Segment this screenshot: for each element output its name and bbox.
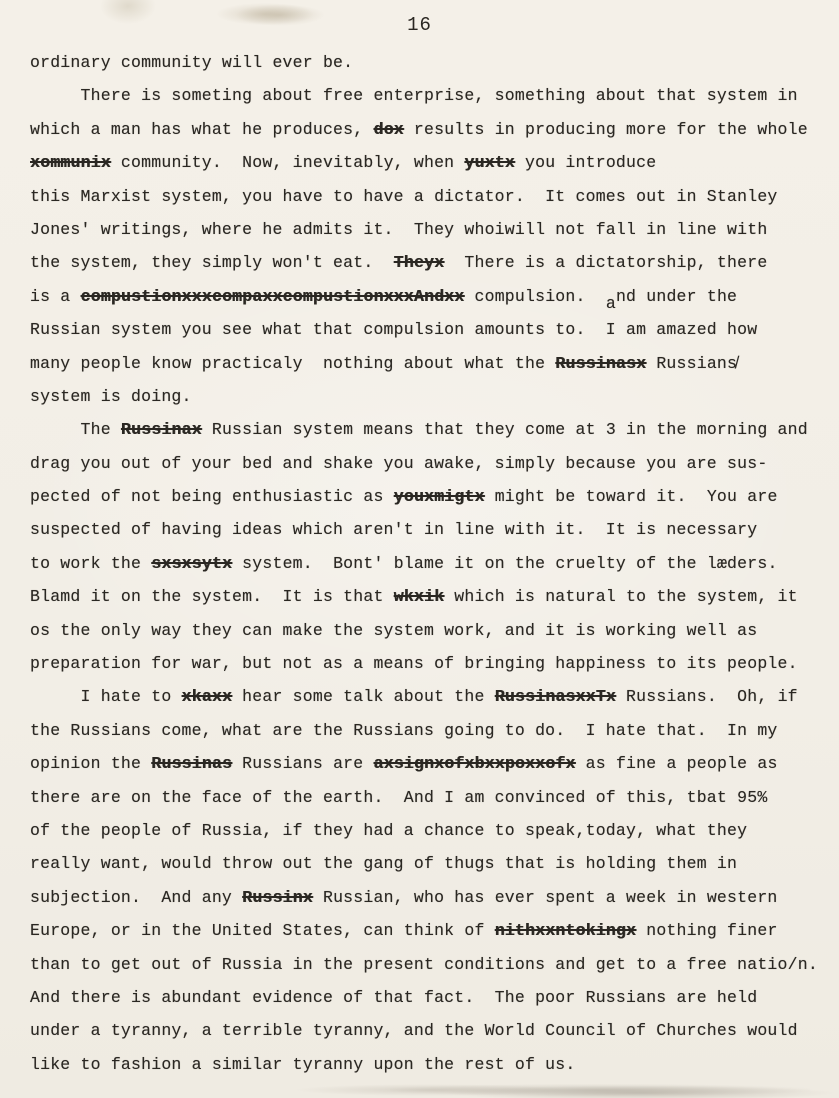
struck-text: sxsxsytx — [151, 553, 233, 573]
text-line — [30, 814, 820, 847]
text-segment: nd under the — [615, 286, 738, 306]
struck-text: compustionxxxcompaxxcompustionxxxAndxx — [80, 286, 465, 306]
text-line — [30, 246, 820, 279]
struck-text: youxmigtx — [393, 487, 485, 507]
text-line — [30, 1048, 820, 1081]
text-segment: preparation for war, but not as a means of bringing happiness to its people. — [30, 654, 798, 674]
text-line — [30, 280, 820, 313]
struck-text: RussinasxxTx — [494, 687, 616, 707]
text-segment: s̸ — [727, 353, 738, 373]
text-segment: hear some talk about the — [232, 687, 495, 707]
text-segment: Russians are — [232, 754, 374, 774]
text-segment: there are on the face of the earth. And I am convinced of this, tbat 95% — [30, 787, 768, 807]
text-segment: than to get out of Russia in the present conditions and get to a free natio/n. — [30, 954, 818, 974]
text-line — [30, 981, 820, 1014]
text-segment: system is doing. — [30, 386, 192, 406]
struck-text: yuxtx — [464, 153, 515, 173]
text-line — [30, 881, 820, 914]
text-line — [30, 46, 820, 79]
text-segment: opinion the — [30, 754, 152, 774]
text-segment: to work the — [30, 553, 152, 573]
text-segment: under a tyranny, a terrible tyranny, and the World Council of Churches would — [30, 1021, 798, 1041]
text-segment: subjection. And any — [30, 887, 243, 907]
text-segment: And there is abundant evidence of that fact. The poor Russians are held — [30, 987, 758, 1007]
text-segment: Russian system means that they come at 3 in the morning and — [201, 420, 808, 440]
text-line — [30, 1014, 820, 1047]
text-line — [30, 146, 820, 179]
text-line — [30, 513, 820, 546]
struck-text: dox — [373, 119, 404, 139]
text-segment: as fine a people as — [575, 754, 778, 774]
text-line — [30, 781, 820, 814]
struck-text: Russinax — [120, 420, 202, 440]
text-line — [30, 413, 820, 446]
text-segment: this Marxist system, you have to have a dictator. It comes out in Stanley — [30, 186, 778, 206]
struck-text: Russinx — [242, 887, 313, 907]
text-line — [30, 113, 820, 146]
page-number: 16 — [407, 14, 432, 36]
struck-text: wkxik — [393, 587, 445, 607]
text-segment: There is a dictatorship, there — [444, 253, 768, 273]
text-line — [30, 680, 820, 713]
text-segment: is a — [30, 286, 81, 306]
text-segment: the system, they simply won't eat. — [30, 253, 394, 273]
text-segment: ordinary community will ever be. — [30, 53, 354, 72]
text-segment: nothing finer — [636, 921, 778, 941]
text-line — [30, 614, 820, 647]
text-line — [30, 547, 820, 580]
text-segment: The — [30, 420, 121, 440]
text-segment: pected of not being enthusiastic as — [30, 487, 394, 507]
text-line — [30, 79, 820, 112]
text-segment: results in producing more for the whole — [403, 119, 808, 139]
struck-text: xkaxx — [181, 687, 233, 707]
text-segment: os the only way they can make the system work, and it is working well as — [30, 620, 758, 640]
text-segment: like to fashion a similar tyranny upon the rest of us. — [30, 1054, 576, 1074]
document-text — [30, 46, 820, 1081]
subscript-text: a — [605, 294, 616, 314]
text-segment: which is natural to the system, it — [444, 587, 798, 607]
text-segment: which a man has what he produces, — [30, 119, 374, 139]
text-line — [30, 447, 820, 480]
text-line — [30, 747, 820, 780]
text-line — [30, 580, 820, 613]
text-line — [30, 647, 820, 680]
text-line — [30, 480, 820, 513]
text-segment: really want, would throw out the gang of thugs that is holding them in — [30, 854, 738, 874]
text-segment: compulsion. — [464, 286, 606, 306]
struck-text: nithxxntokingx — [494, 921, 637, 941]
text-line — [30, 714, 820, 747]
text-segment: the Russians come, what are the Russians going to do. I hate that. In my — [30, 720, 778, 740]
text-segment: Russian system you see what that compulsion amounts to. I am amazed how — [30, 320, 758, 340]
struck-text: xommunix — [30, 153, 111, 173]
text-segment: Russian, who has ever spent a week in western — [312, 887, 778, 907]
text-segment: of the people of Russia, if they had a chance to speak,today, what they — [30, 820, 748, 840]
text-line — [30, 380, 820, 413]
struck-text: axsignxofxbxxpoxxofx — [373, 754, 576, 774]
text-segment: Blamd it on the system. It is that — [30, 587, 394, 607]
text-segment: I hate to — [30, 687, 182, 707]
text-line — [30, 313, 820, 346]
text-segment: Europe, or in the United States, can think of — [30, 921, 495, 941]
scan-smudge-bottom — [390, 1084, 810, 1096]
text-segment: drag you out of your bed and shake you awake, simply because you are sus- — [30, 453, 768, 473]
text-segment: you introduce — [514, 153, 657, 173]
text-segment: Russians. Oh, if — [615, 687, 798, 707]
text-segment: Jones' writings, where he admits it. They whoiwill not fall in line with — [30, 219, 768, 239]
text-segment: suspected of having ideas which aren't in line with it. It is necessary — [30, 520, 758, 540]
text-segment: might be toward it. You are — [484, 487, 778, 507]
text-segment: many people know practicaly nothing about what the — [30, 353, 556, 373]
struck-text: Russinasx — [555, 353, 647, 373]
text-line — [30, 180, 820, 213]
text-segment: system. Bont' blame it on the cruelty of the læders. — [232, 553, 778, 573]
text-line — [30, 213, 820, 246]
struck-text: Russinas — [151, 754, 233, 774]
text-line — [30, 347, 820, 380]
text-line — [30, 914, 820, 947]
text-line — [30, 948, 820, 981]
text-segment: There is someting about free enterprise, something about that system in — [30, 86, 798, 106]
text-segment: community. Now, inevitably, when — [110, 153, 465, 173]
text-line — [30, 847, 820, 880]
struck-text: Theyx — [393, 253, 445, 273]
text-segment: Russian — [646, 353, 728, 373]
